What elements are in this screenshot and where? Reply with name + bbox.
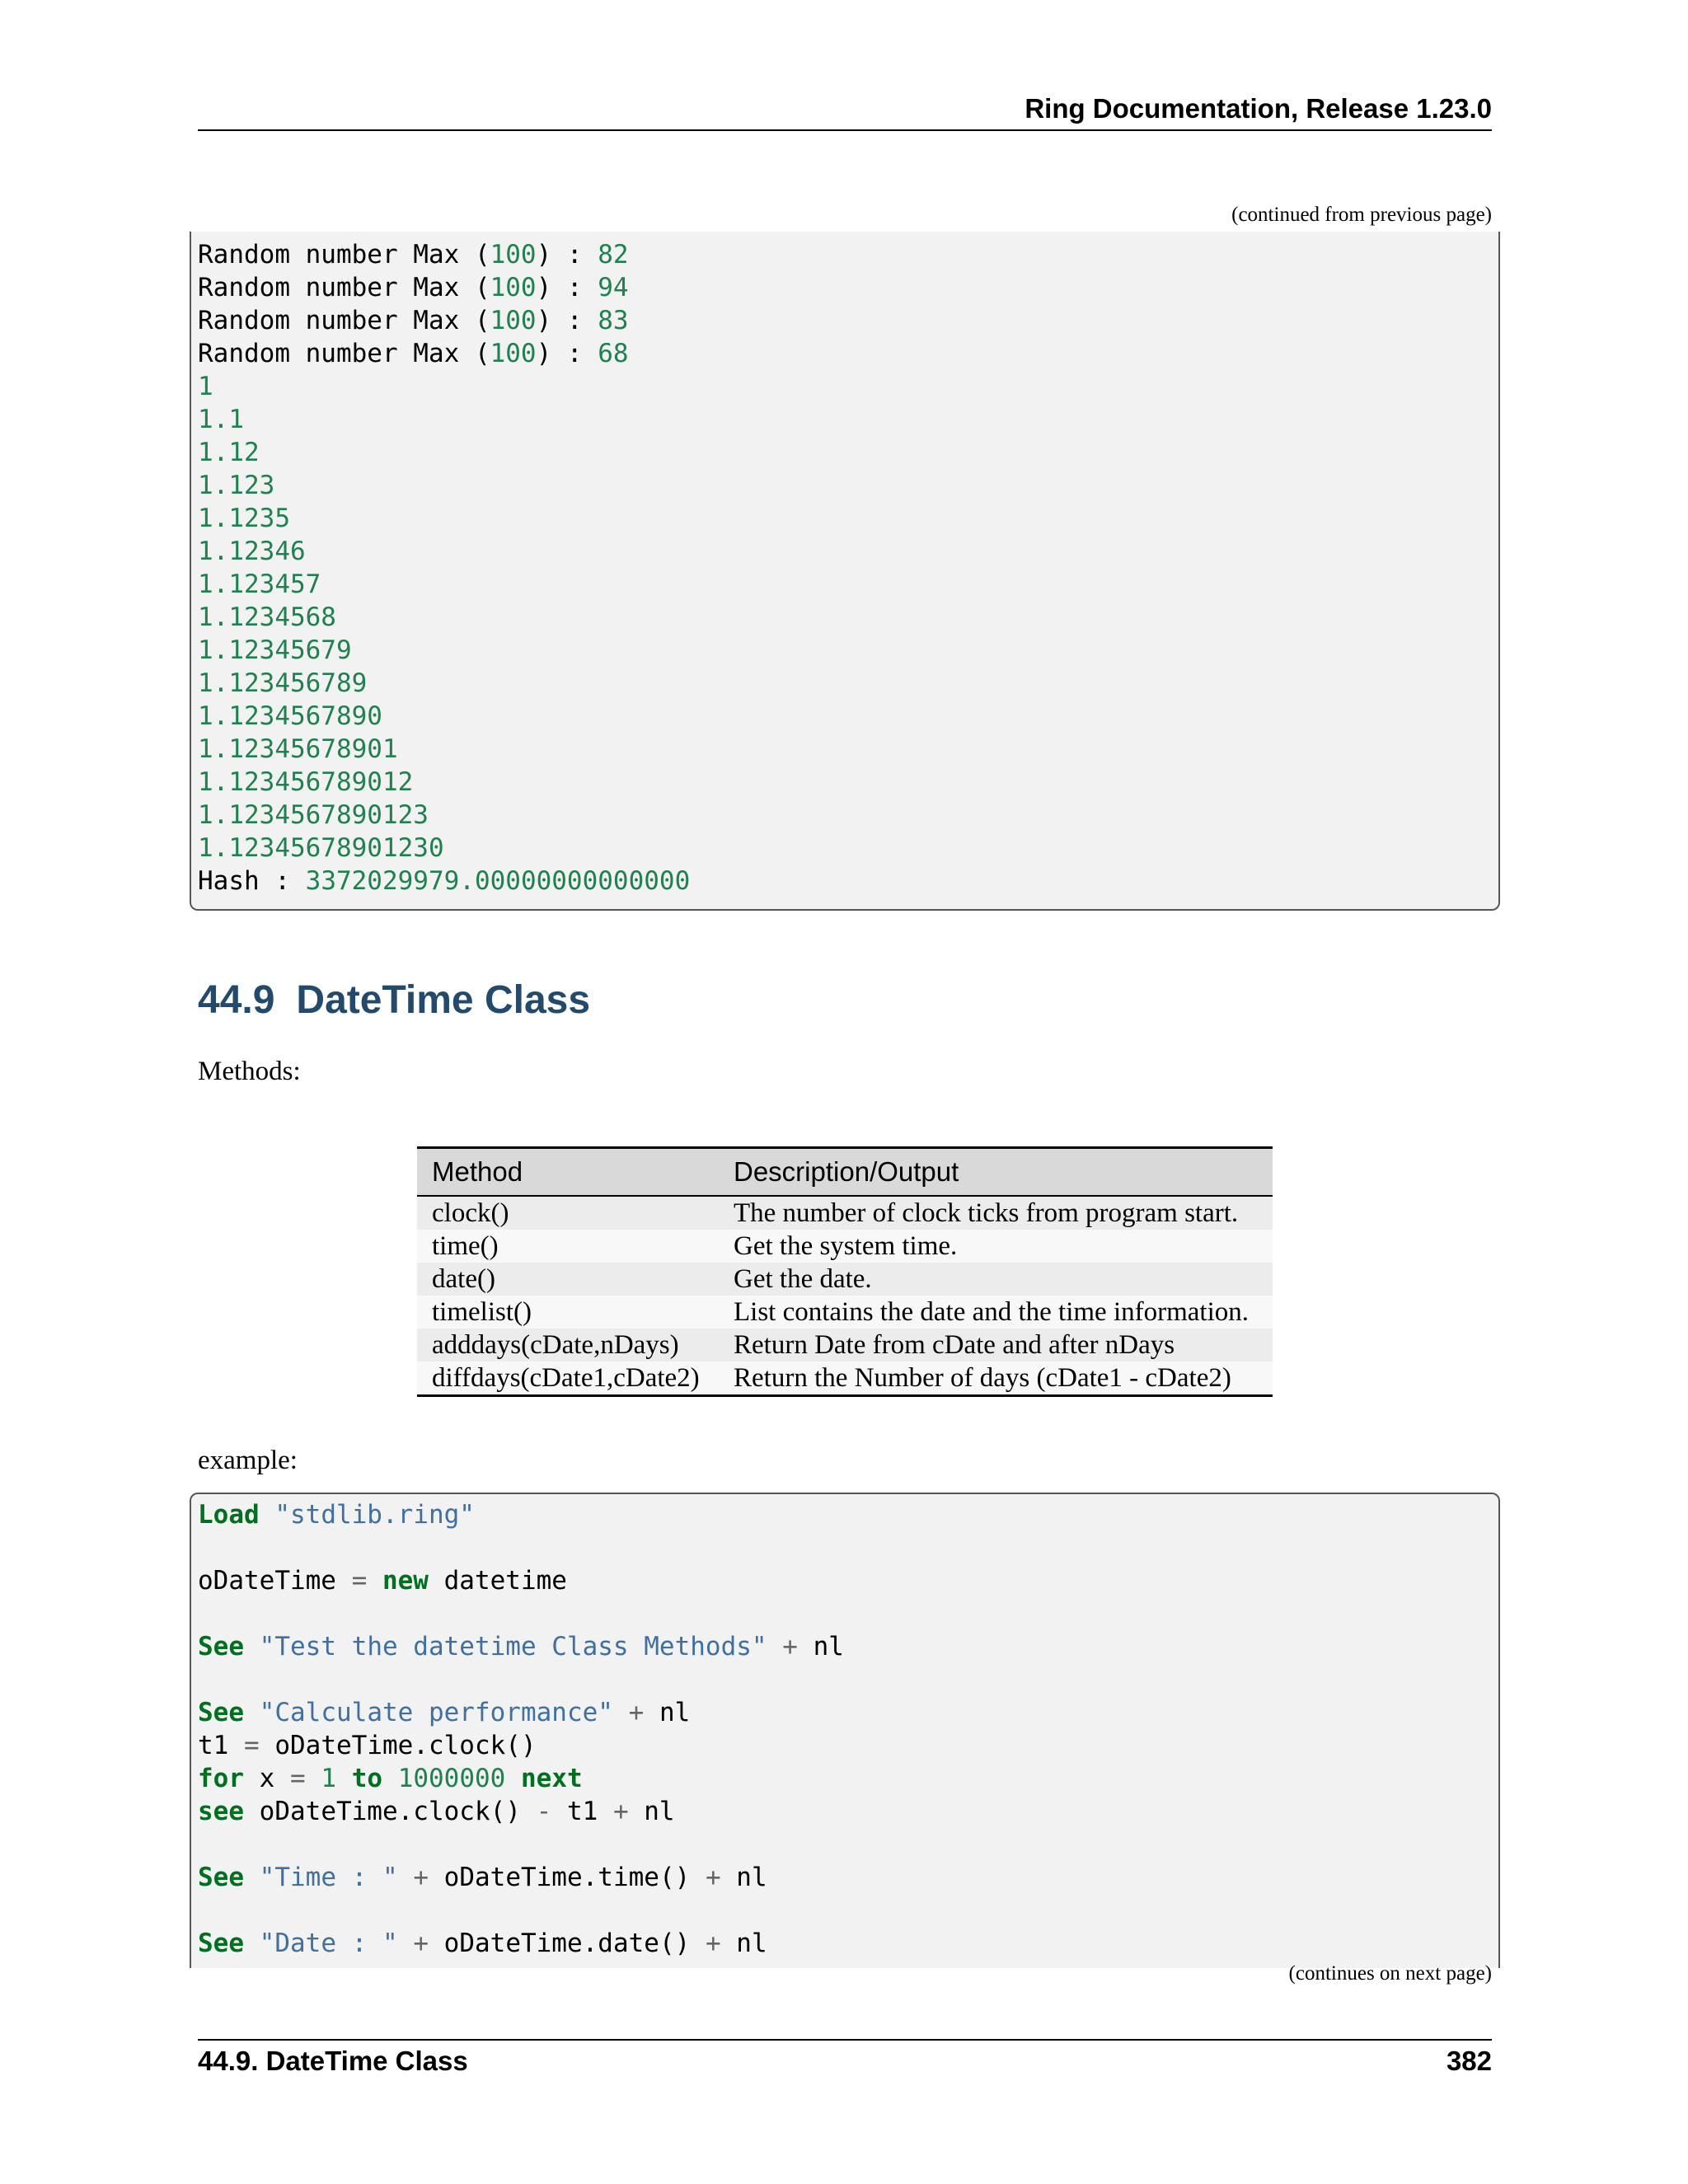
method-cell: adddays(cDate,nDays): [417, 1329, 719, 1361]
code-token: 82: [598, 240, 629, 269]
code-token: datetime: [428, 1566, 567, 1596]
section-heading: [198, 976, 590, 1025]
code-line: [198, 535, 690, 568]
code-line: [198, 568, 690, 601]
code-line: [198, 1696, 844, 1729]
code-line: [198, 1597, 844, 1630]
table-row: [417, 1296, 1273, 1329]
code-token: new: [382, 1566, 429, 1596]
method-cell: date(): [417, 1263, 719, 1296]
code-token: x: [244, 1764, 290, 1793]
code-token: "Calculate performance": [259, 1698, 613, 1727]
code-token: 1.123: [198, 471, 275, 500]
code-token: Load: [198, 1500, 260, 1530]
code-token: "Date : ": [259, 1929, 398, 1958]
code-line: [198, 1630, 844, 1663]
table-row: [417, 1361, 1273, 1396]
code-line: [198, 1729, 844, 1762]
code-token: ) :: [536, 273, 598, 302]
code-token: =: [290, 1764, 306, 1793]
footer-section: 44.9. DateTime Class: [198, 2046, 468, 2076]
code-line: [198, 832, 690, 865]
code-token: +: [413, 1929, 429, 1958]
code-token: [306, 1764, 321, 1793]
code-token: 1.123456789012: [198, 767, 414, 797]
code-token: for: [198, 1764, 244, 1793]
code-token: oDateTime.clock(): [259, 1731, 537, 1760]
code-line: [198, 271, 690, 304]
code-token: 68: [598, 339, 629, 368]
code-token: oDateTime.date(): [429, 1929, 706, 1958]
code-token: +: [413, 1863, 429, 1892]
description-cell: Get the date.: [719, 1263, 1273, 1296]
code-token: nl: [797, 1632, 844, 1661]
description-cell: Get the system time.: [719, 1230, 1273, 1263]
table-row: [417, 1230, 1273, 1263]
code-line: [198, 1795, 844, 1828]
code-token: =: [351, 1566, 368, 1596]
code-token: 1.12346: [198, 537, 306, 566]
code-token: +: [705, 1929, 721, 1958]
code-token: -: [536, 1797, 552, 1826]
methods-label: Methods:: [198, 1057, 301, 1086]
code-line: [198, 238, 690, 271]
code-token: "Test the datetime Class Methods": [259, 1632, 767, 1661]
code-token: 1.12345678901230: [198, 833, 444, 863]
code-line: [198, 469, 690, 502]
code-token: 1000000: [397, 1764, 506, 1793]
code-token: to: [351, 1764, 383, 1793]
code-token: 1.1234568: [198, 602, 336, 632]
method-cell: clock(): [417, 1196, 719, 1230]
code-token: 1.1234567890123: [198, 800, 429, 830]
code-token: +: [705, 1863, 721, 1892]
code-line: [198, 1663, 844, 1696]
code-token: +: [628, 1698, 645, 1727]
table-row: [417, 1263, 1273, 1296]
code-token: oDateTime.time(): [429, 1863, 706, 1892]
code-line: [198, 1498, 844, 1531]
code-token: 1.12: [198, 438, 260, 467]
code-token: See: [198, 1698, 244, 1727]
code-line: [198, 1762, 844, 1795]
code-token: ) :: [536, 339, 598, 368]
code-token: 1.1235: [198, 504, 290, 533]
code-token: 100: [490, 240, 537, 269]
code-line: [198, 865, 690, 898]
output-code-block: [198, 238, 690, 898]
code-token: 83: [598, 306, 629, 335]
code-line: [198, 502, 690, 535]
code-token: See: [198, 1929, 244, 1958]
code-line: [198, 370, 690, 403]
code-token: 100: [490, 306, 537, 335]
header-rule: [198, 129, 1492, 131]
code-line: [198, 304, 690, 337]
code-token: nl: [644, 1698, 691, 1727]
code-token: 1.1234567890: [198, 701, 382, 731]
footer-rule: [198, 2039, 1492, 2041]
code-token: Random number Max (: [198, 240, 490, 269]
code-token: 1.123457: [198, 569, 321, 599]
code-line: [198, 1531, 844, 1564]
code-token: 100: [490, 273, 537, 302]
code-token: ) :: [536, 306, 598, 335]
description-cell: List contains the date and the time information.: [719, 1296, 1273, 1329]
code-line: [198, 403, 690, 436]
code-line: [198, 1564, 844, 1597]
section-title: DateTime Class: [296, 978, 591, 1022]
code-token: t1: [198, 1731, 244, 1760]
code-token: Random number Max (: [198, 306, 490, 335]
code-token: [336, 1764, 352, 1793]
code-token: [398, 1863, 414, 1892]
code-token: 3372029979.00000000000000: [305, 866, 691, 896]
code-token: "stdlib.ring": [274, 1500, 475, 1530]
page-number: 382: [1446, 2046, 1492, 2076]
code-token: [367, 1566, 382, 1596]
code-token: Random number Max (: [198, 339, 490, 368]
code-token: 1: [321, 1764, 337, 1793]
description-cell: The number of clock ticks from program start.: [719, 1196, 1273, 1230]
example-code-block: [198, 1498, 844, 1960]
code-line: [198, 1861, 844, 1894]
continues-on-note: (continues on next page): [1288, 1962, 1492, 1985]
code-token: t1: [551, 1797, 613, 1826]
code-line: [198, 634, 690, 667]
code-token: 1.12345678901: [198, 734, 398, 764]
code-token: 94: [598, 273, 629, 302]
code-token: [767, 1632, 783, 1661]
code-token: [244, 1632, 260, 1661]
code-token: 1.12345679: [198, 635, 352, 665]
code-token: [398, 1929, 414, 1958]
code-token: +: [612, 1797, 629, 1826]
description-cell: Return the Number of days (cDate1 - cDate2): [719, 1361, 1273, 1396]
code-line: [198, 337, 690, 370]
column-header-method: Method: [417, 1148, 719, 1197]
running-header: Ring Documentation, Release 1.23.0: [1025, 93, 1492, 124]
continued-from-note: (continued from previous page): [1231, 204, 1492, 226]
code-token: 1.1: [198, 405, 244, 434]
code-token: =: [244, 1731, 260, 1760]
code-line: [198, 799, 690, 832]
code-line: [198, 1894, 844, 1927]
code-token: 1: [198, 372, 213, 401]
code-line: [198, 601, 690, 634]
code-line: [198, 667, 690, 700]
code-token: [244, 1863, 260, 1892]
code-line: [198, 733, 690, 766]
code-token: [505, 1764, 521, 1793]
example-label: example:: [198, 1446, 298, 1475]
code-token: +: [782, 1632, 798, 1661]
code-token: next: [521, 1764, 583, 1793]
table-header-row: [417, 1148, 1273, 1197]
table-row: [417, 1196, 1273, 1230]
column-header-description: Description/Output: [719, 1148, 1273, 1197]
methods-table: [417, 1146, 1273, 1397]
code-line: [198, 766, 690, 799]
code-token: 100: [490, 339, 537, 368]
code-token: [244, 1698, 260, 1727]
code-token: 1.123456789: [198, 668, 368, 698]
code-token: See: [198, 1863, 244, 1892]
code-line: [198, 1828, 844, 1861]
method-cell: timelist(): [417, 1296, 719, 1329]
code-token: oDateTime: [198, 1566, 352, 1596]
code-line: [198, 1927, 844, 1960]
code-token: Hash :: [198, 866, 306, 896]
code-token: [260, 1500, 275, 1530]
code-token: [382, 1764, 398, 1793]
description-cell: Return Date from cDate and after nDays: [719, 1329, 1273, 1361]
code-token: "Time : ": [259, 1863, 398, 1892]
code-token: [244, 1929, 260, 1958]
method-cell: time(): [417, 1230, 719, 1263]
table-row: [417, 1329, 1273, 1361]
code-token: nl: [720, 1863, 767, 1892]
code-token: nl: [628, 1797, 675, 1826]
code-token: nl: [720, 1929, 767, 1958]
code-token: ) :: [536, 240, 598, 269]
code-token: [613, 1698, 629, 1727]
code-token: Random number Max (: [198, 273, 490, 302]
code-token: oDateTime.clock(): [244, 1797, 537, 1826]
code-token: See: [198, 1632, 244, 1661]
code-token: see: [198, 1797, 244, 1826]
section-number: 44.9: [198, 978, 275, 1022]
code-line: [198, 700, 690, 733]
code-line: [198, 436, 690, 469]
method-cell: diffdays(cDate1,cDate2): [417, 1361, 719, 1396]
